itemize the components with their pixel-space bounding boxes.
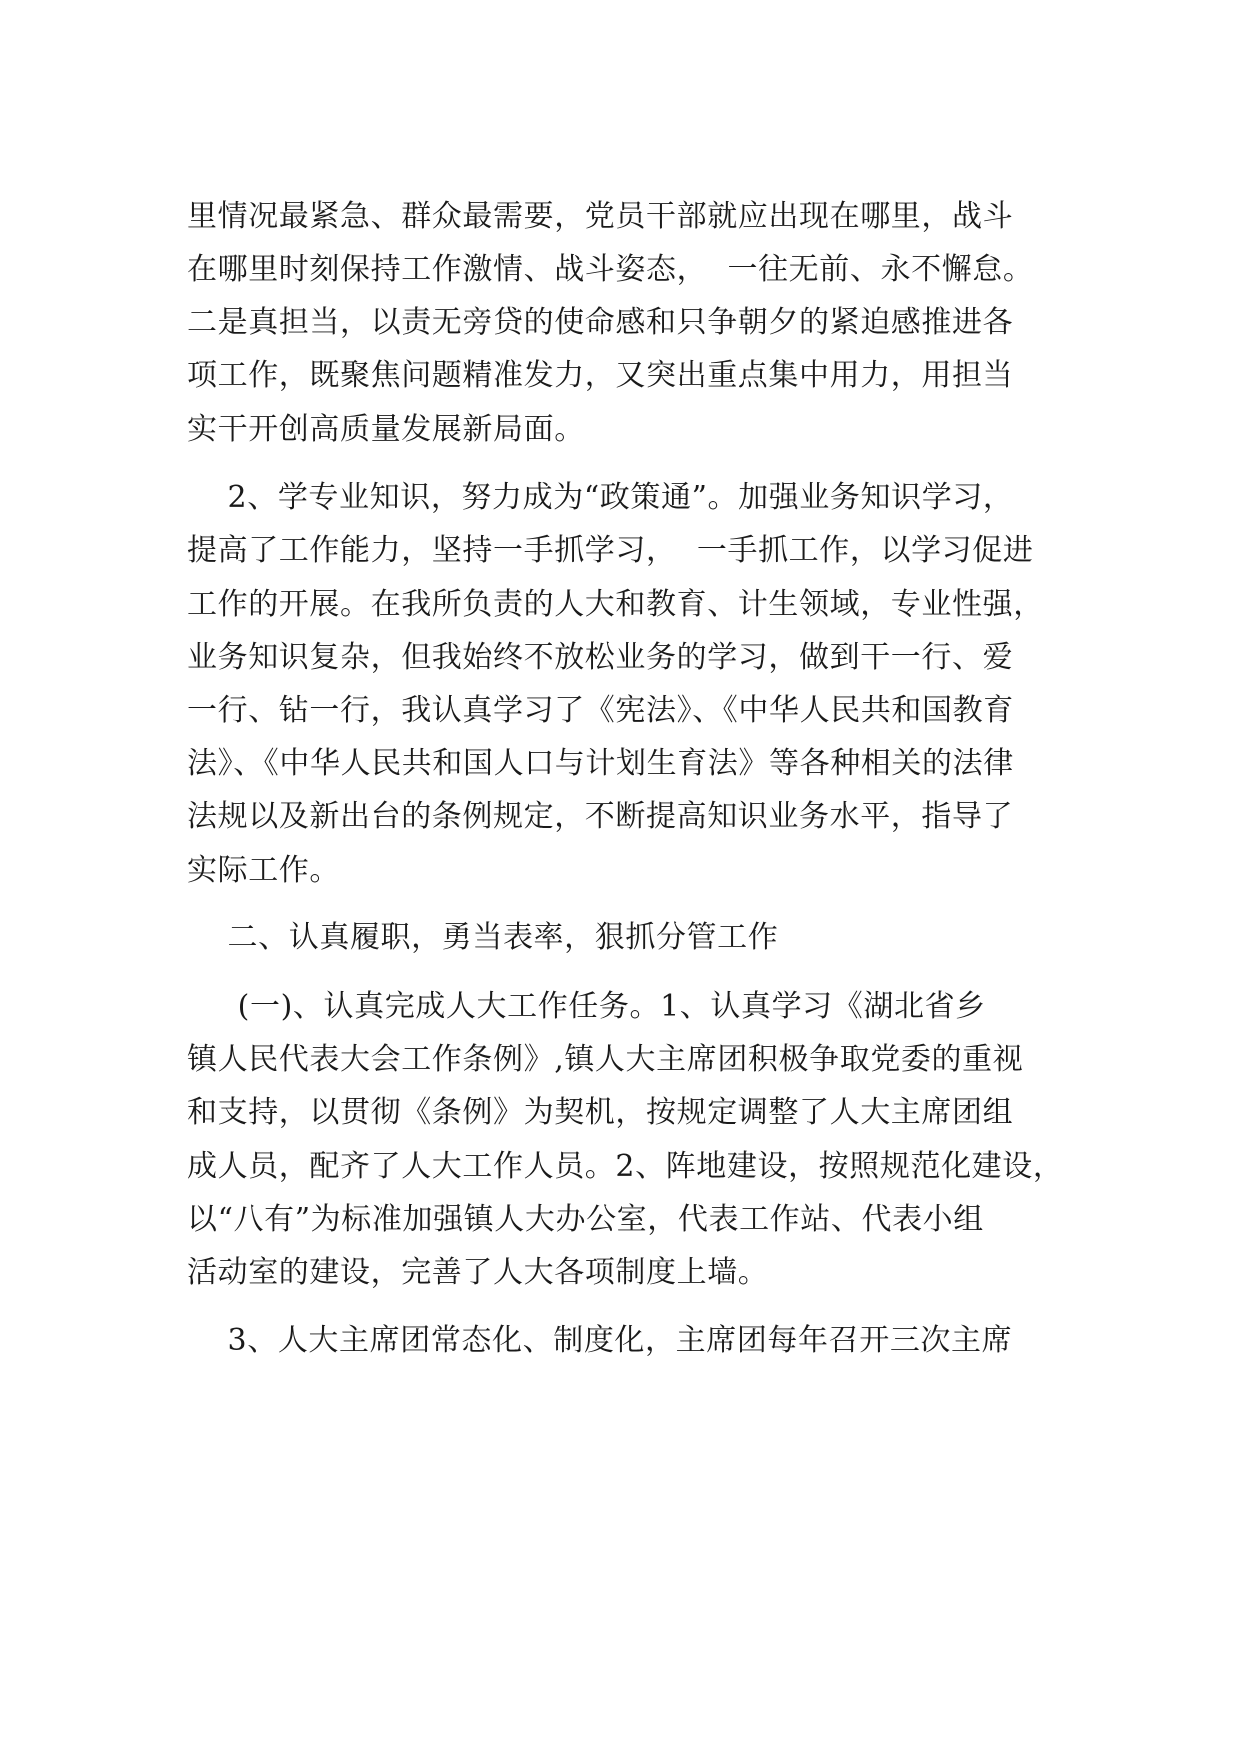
text-line: 法》、《中华人民共和国人口与计划生育法》等各种相关的法律: [187, 746, 1014, 781]
text-line: 法规以及新出台的条例规定，不断提高知识业务水平，指导了: [187, 799, 1014, 834]
text-line: 实干开创高质量发展新局面。: [187, 412, 585, 447]
text-line: 和支持，以贯彻《条例》为契机，按规定调整了人大主席团组: [187, 1095, 1014, 1130]
text-line: 一行、钻一行，我认真学习了《宪法》、《中华人民共和国教育: [187, 693, 1014, 728]
text-line: 3、人大主席团常态化、制度化，主席团每年召开三次主席: [187, 1323, 1013, 1358]
text-line: 活动室的建设，完善了人大各项制度上墙。: [187, 1255, 769, 1290]
text-line: 成人员，配齐了人大工作人员。2、阵地建设，按照规范化建设，: [187, 1149, 1064, 1184]
text-line: 项工作，既聚焦问题精准发力，又突出重点集中用力，用担当: [187, 358, 1014, 393]
text-line: 以“八有”为标准加强镇人大办公室，代表工作站、代表小组: [187, 1202, 984, 1237]
text-line: 提高了工作能力，坚持一手抓学习， 一手抓工作，以学习促进: [187, 533, 1034, 568]
text-line: 镇人民代表大会工作条例》,镇人大主席团积极争取党委的重视: [187, 1042, 1024, 1077]
text-line: 在哪里时刻保持工作激情、战斗姿态， 一往无前、永不懈怠。: [187, 252, 1034, 287]
text-line: 2、学专业知识，努力成为“政策通”。加强业务知识学习，: [187, 480, 1014, 515]
text-line: (一)、认真完成人大工作任务。1、认真学习《湖北省乡: [187, 989, 986, 1024]
section-heading: 二、认真履职，勇当表率，狠抓分管工作: [187, 920, 779, 955]
text-line: 工作的开展。在我所负责的人大和教育、计生领域，专业性强，: [187, 587, 1044, 622]
text-line: 实际工作。: [187, 853, 340, 888]
text-line: 里情况最紧急、群众最需要，党员干部就应出现在哪里，战斗: [187, 199, 1014, 234]
text-line: 二是真担当，以责无旁贷的使命感和只争朝夕的紧迫感推进各: [187, 305, 1014, 340]
text-line: 业务知识复杂，但我始终不放松业务的学习，做到干一行、爱: [187, 640, 1014, 675]
